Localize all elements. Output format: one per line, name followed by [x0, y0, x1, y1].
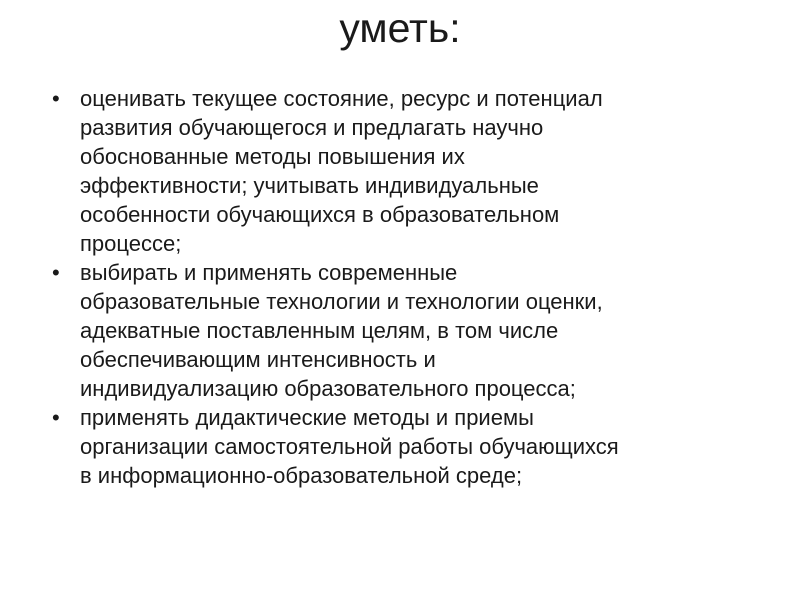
bullet-item — [48, 258, 768, 403]
bullet-marker: • — [52, 86, 60, 111]
bullet-text: применять дидактические методы и приемы организации самостоятельной работы обучающихся в информационно-образовательной среде; — [80, 405, 619, 488]
bullet-text: выбирать и применять современные образовательные технологии и технологии оценки, адекватные поставленным целям, в том числе обеспечивающим интенсивность и индивидуализацию образовательного процесса; — [80, 260, 603, 401]
bullet-marker: • — [52, 405, 60, 430]
bullet-marker: • — [52, 260, 60, 285]
bullet-text: оценивать текущее состояние, ресурс и потенциал развития обучающегося и предлагать научно обоснованные методы повышения их эффективности; учитывать индивидуальные особенности обучающихся в образовательном процессе; — [80, 86, 603, 256]
bullet-item — [48, 84, 768, 258]
bullet-list — [48, 84, 768, 490]
bullet-item — [48, 403, 768, 490]
slide-title: уметь: — [339, 5, 461, 51]
